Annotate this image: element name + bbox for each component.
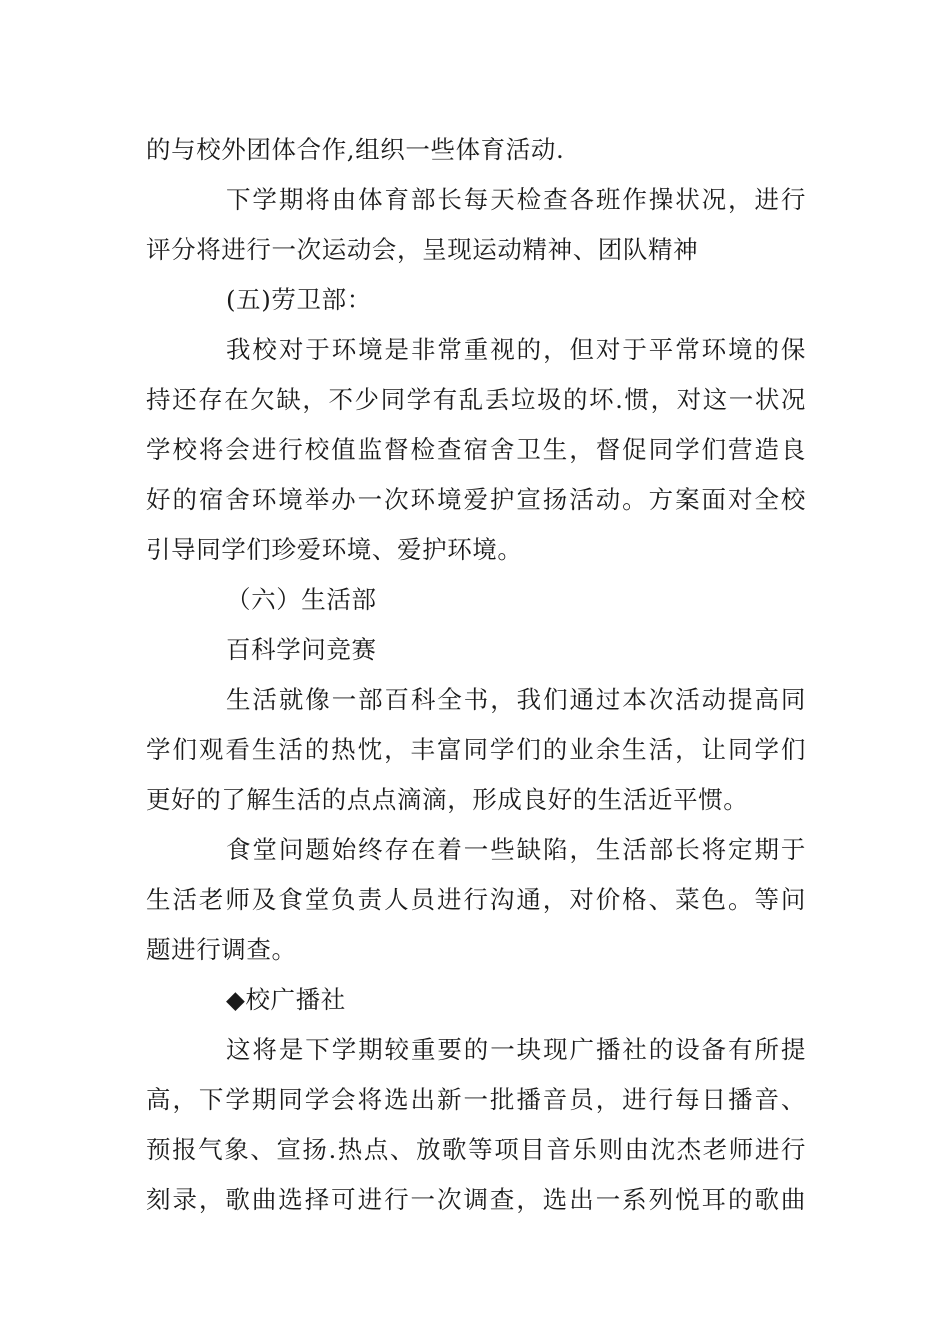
text-line: 生活老师及食堂负责人员进行沟通，对价格、菜色。等问: [146, 885, 806, 914]
text-line: 持还存在欠缺，不少同学有乱丢垃圾的坏.惯，对这一状况: [146, 385, 806, 414]
text-line: 高，下学期同学会将选出新一批播音员，进行每日播音、: [146, 1085, 806, 1114]
text-line: 好的宿舍环境举办一次环境爱护宣扬活动。方案面对全校: [146, 485, 806, 514]
section-heading-life-department: （六）生活部: [226, 585, 377, 614]
text-line: 刻录，歌曲选择可进行一次调查，选出一系列悦耳的歌曲: [146, 1185, 806, 1214]
paragraph-first-line: 食堂问题始终存在着一些缺陷，生活部长将定期于: [226, 835, 806, 864]
section-heading-broadcast-club: ◆校广播社: [226, 985, 346, 1014]
subheading-encyclopedia-contest: 百科学问竞赛: [226, 635, 377, 664]
text-line: 学们观看生活的热忱，丰富同学们的业余生活，让同学们: [146, 735, 806, 764]
text-line: 题进行调查。: [146, 935, 297, 964]
text-line: 学校将会进行校值监督检查宿舍卫生，督促同学们营造良: [146, 435, 806, 464]
section-heading-labor-hygiene: (五)劳卫部：: [226, 285, 372, 314]
text-line: 评分将进行一次运动会，呈现运动精神、团队精神: [146, 235, 699, 264]
text-line: 的与校外团体合作,组织一些体育活动.: [146, 135, 565, 164]
paragraph-first-line: 我校对于环境是非常重视的，但对于平常环境的保: [226, 335, 806, 364]
text-line: 更好的了解生活的点点滴滴，形成良好的生活近平惯。: [146, 785, 749, 814]
paragraph-first-line: 生活就像一部百科全书，我们通过本次活动提高同: [226, 685, 806, 714]
paragraph-first-line: 下学期将由体育部长每天检查各班作操状况，进行: [226, 185, 806, 214]
text-line: 引导同学们珍爱环境、爱护环境。: [146, 535, 523, 564]
paragraph-first-line: 这将是下学期较重要的一块现广播社的设备有所提: [226, 1035, 806, 1064]
text-line: 预报气象、宣扬.热点、放歌等项目音乐则由沈杰老师进行: [146, 1135, 806, 1164]
